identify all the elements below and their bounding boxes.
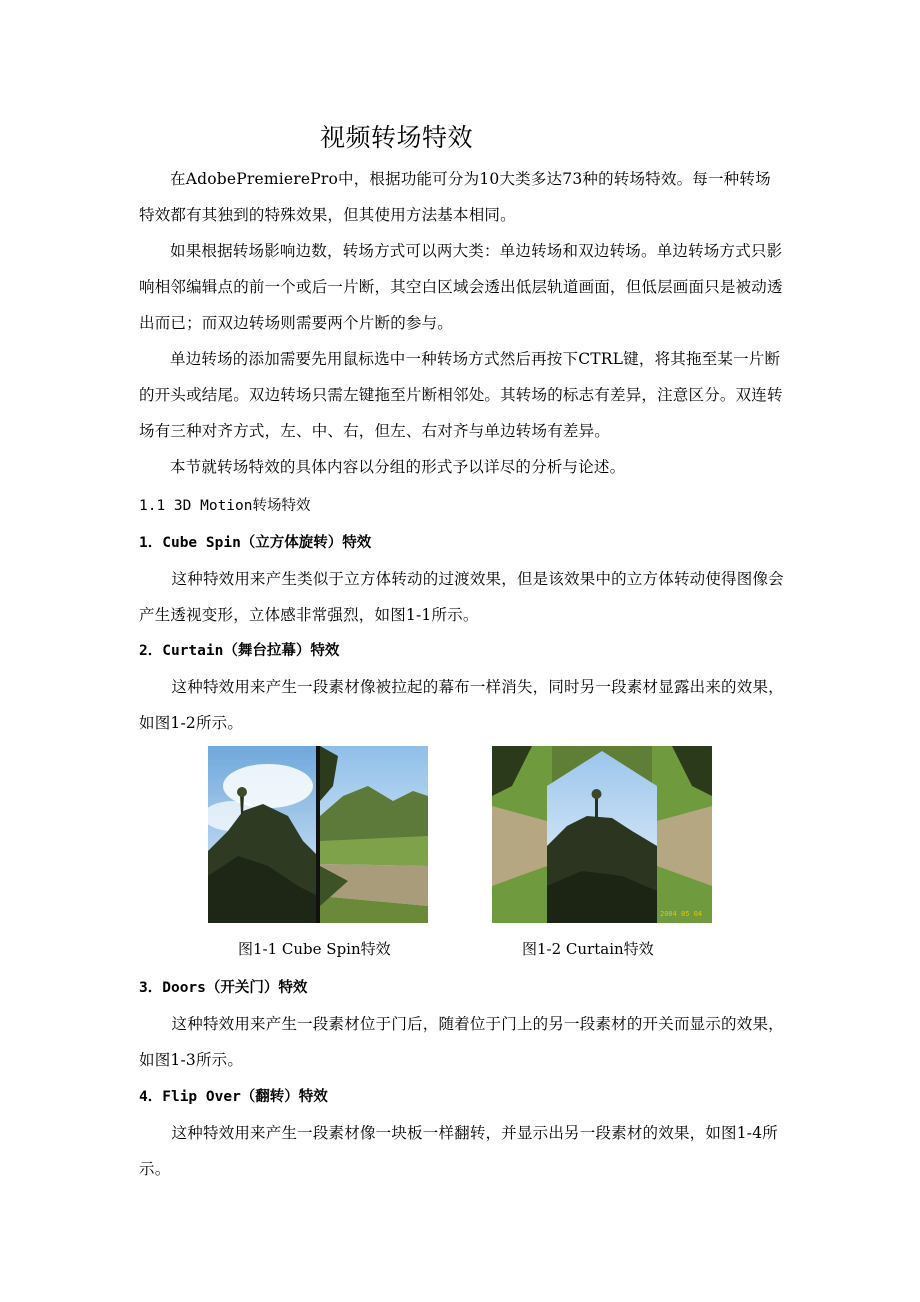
item-heading-flip-over: 4．Flip Over（翻转）特效 (139, 1089, 328, 1105)
page-title: 视频转场特效 (320, 123, 474, 152)
item-heading-cube-spin: 1．Cube Spin（立方体旋转）特效 (139, 535, 372, 551)
item-text-cube-spin: 这种特效用来产生类似于立方体转动的过渡效果，但是该效果中的立方体转动使得图像会产生透视变形，立体感非常强烈，如图1-1所示。 (139, 570, 784, 624)
paragraph-how-to-add: 单边转场的添加需要先用鼠标选中一种转场方式然后再按下CTRL键，将其拖至某一片断的开头或结尾。双边转场只需左键拖至片断相邻处。其转场的标志有差异，注意区分。双连转场有三种对齐方式，左、中、右，但左、右对齐与单边转场有差异。 (139, 350, 783, 440)
figure-caption-curtain: 图1-2 Curtain特效 (522, 940, 654, 958)
paragraph-transition-types: 如果根据转场影响边数，转场方式可以两大类：单边转场和双边转场。单边转场方式只影响相邻编辑点的前一个或后一片断，其空白区域会透出低层轨道画面，但低层画面只是被动透出而已；而双边转场则需要两个片断的参与。 (139, 242, 783, 332)
item-text-doors: 这种特效用来产生一段素材位于门后，随着位于门上的另一段素材的开关而显示的效果，如图1-3所示。 (139, 1015, 784, 1069)
item-text-flip-over: 这种特效用来产生一段素材像一块板一样翻转，并显示出另一段素材的效果，如图1-4所示。 (139, 1124, 779, 1178)
figure-curtain-image (492, 746, 712, 923)
section-heading: 1.1 3D Motion转场特效 (139, 498, 311, 514)
figure-caption-cube-spin: 图1-1 Cube Spin特效 (238, 940, 391, 958)
paragraph-intro: 在AdobePremierePro中，根据功能可分为10大类多达73种的转场特效。每一种转场特效都有其独到的特殊效果，但其使用方法基本相同。 (139, 170, 771, 224)
item-heading-curtain: 2．Curtain（舞台拉幕）特效 (139, 643, 340, 659)
figure-cube-spin-image (208, 746, 428, 923)
item-text-curtain: 这种特效用来产生一段素材像被拉起的幕布一样消失，同时另一段素材显露出来的效果，如图1-2所示。 (139, 678, 784, 732)
figure-date-stamp: 2004 05 04 (660, 910, 703, 918)
item-heading-doors: 3．Doors（开关门）特效 (139, 980, 308, 996)
paragraph-section-summary: 本节就转场特效的具体内容以分组的形式予以详尽的分析与论述。 (170, 458, 626, 476)
